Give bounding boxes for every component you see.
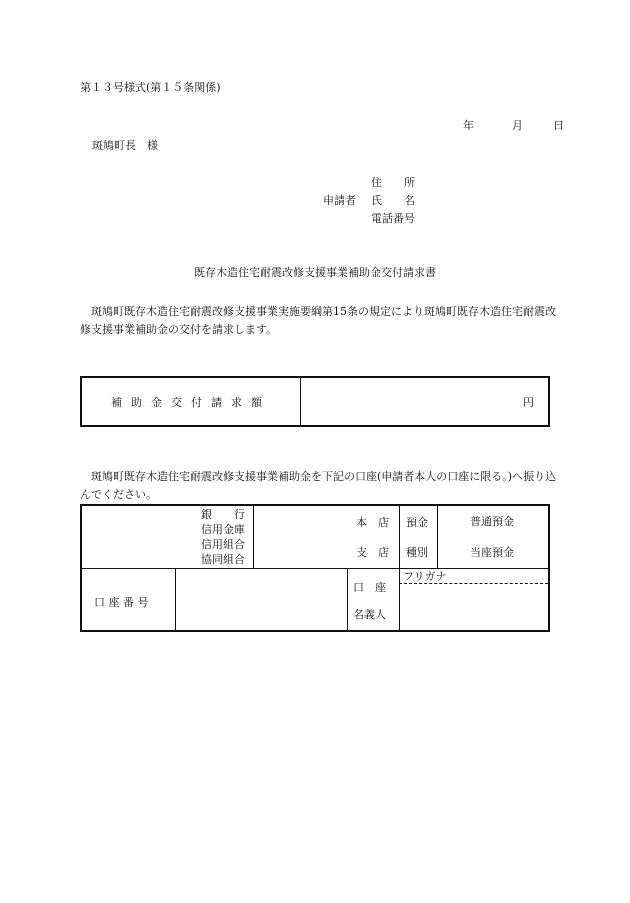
- deposit-type-label-2: 種別: [406, 546, 428, 559]
- request-paragraph: 斑鳩町既存木造住宅耐震改修支援事業実施要綱第15条の規定により斑鳩町既存木造住宅耐震改修支援事業補助金の交付を請求します。: [80, 305, 556, 336]
- applicant-label: 申請者: [323, 194, 356, 207]
- account-holder-field[interactable]: [400, 584, 548, 630]
- bank-type-kyodo: 協同組合: [201, 553, 245, 566]
- ordinary-deposit-option[interactable]: 普通預金: [470, 515, 514, 528]
- applicant-phone-label: 電話番号: [371, 212, 415, 225]
- date-year: 年: [463, 119, 474, 132]
- transfer-paragraph: 斑鳩町既存木造住宅耐震改修支援事業補助金を下記の口座(申請者本人の口座に限る。)へ振り込んでください。: [80, 470, 557, 501]
- account-number-field[interactable]: [176, 569, 347, 630]
- account-number-label: 口 座 番 号: [94, 596, 149, 609]
- amount-field[interactable]: [301, 378, 548, 425]
- date-row: [463, 120, 564, 131]
- date-day: 日: [553, 119, 564, 132]
- document-title: 既存木造住宅耐震改修支援事業補助金交付請求書: [194, 266, 436, 279]
- bank-account-table: [80, 504, 550, 632]
- amount-unit: 円: [523, 395, 534, 409]
- form-number: 第１３号様式(第１５条関係): [80, 81, 221, 94]
- branch-label: 支 店: [356, 546, 389, 559]
- applicant-address-label: 住 所: [371, 176, 415, 189]
- bank-type-bank: 銀 行: [201, 508, 245, 521]
- applicant-name-label: 氏 名: [371, 194, 415, 207]
- furigana-label: フリガナ: [403, 570, 447, 583]
- amount-label: 補助金交付請求額: [82, 378, 301, 425]
- bank-type-shinkumi: 信用組合: [201, 538, 245, 551]
- addressee: 斑鳩町長 様: [92, 139, 158, 152]
- current-deposit-option[interactable]: 当座預金: [470, 546, 514, 559]
- deposit-type-label-1: 預金: [406, 516, 428, 529]
- date-month: 月: [512, 119, 523, 132]
- head-office-label: 本 店: [356, 516, 389, 529]
- amount-box: [80, 376, 550, 427]
- bank-type-shinkin: 信用金庫: [201, 523, 245, 536]
- account-holder-label-1: 口 座: [353, 581, 386, 594]
- account-holder-label-2: 名義人: [353, 608, 386, 621]
